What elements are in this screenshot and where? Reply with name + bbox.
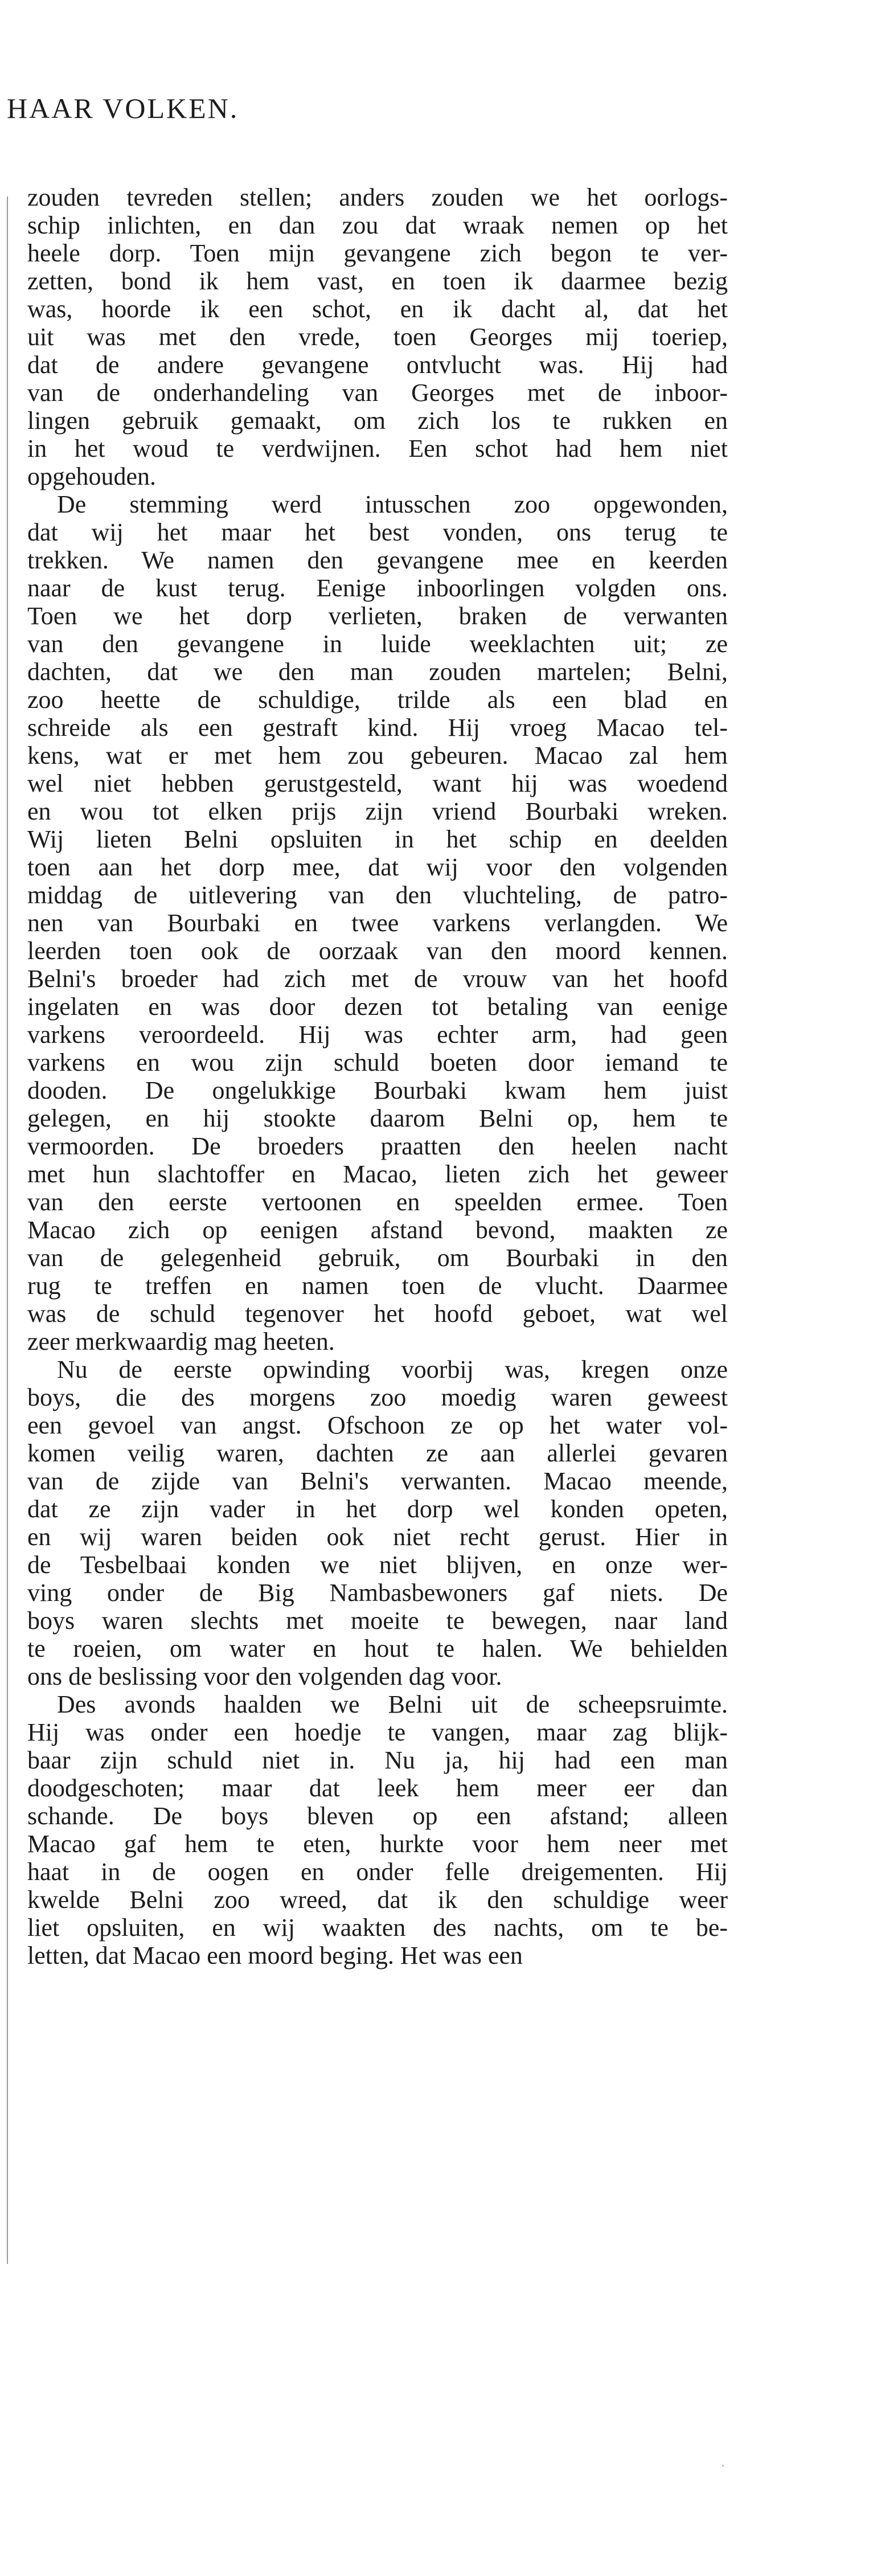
text-line: de Tesbelbaai konden we niet blijven, en onze wer- xyxy=(27,1551,728,1579)
text-line: Des avonds haalden we Belni uit de scheepsruimte. xyxy=(57,1690,728,1718)
text-line: varkens en wou zijn schuld boeten door iemand te xyxy=(27,1049,728,1076)
text-line: kens, wat er met hem zou gebeuren. Macao zal hem xyxy=(27,742,728,769)
text-line: opgehouden. xyxy=(27,462,157,490)
text-line: ingelaten en was door dezen tot betaling van eenige xyxy=(27,993,728,1021)
text-line: doodgeschoten; maar dat leek hem meer eer dan xyxy=(27,1774,728,1802)
text-line: middag de uitlevering van den vluchteling, de patro- xyxy=(27,881,728,909)
text-line: varkens veroordeeld. Hij was echter arm, had geen xyxy=(27,1021,728,1049)
text-line: was de schuld tegenover het hoofd geboet, wat wel xyxy=(27,1300,728,1328)
text-line: boys waren slechts met moeite te bewegen, naar land xyxy=(27,1607,728,1635)
text-line: een gevoel van angst. Ofschoon ze op het water vol- xyxy=(27,1411,728,1439)
text-line: dat de andere gevangene ontvlucht was. Hij had xyxy=(27,351,728,379)
text-line: dat ze zijn vader in het dorp wel konden opeten, xyxy=(27,1495,728,1523)
text-line: van de zijde van Belni's verwanten. Macao meende, xyxy=(27,1467,728,1495)
text-line: Macao gaf hem te eten, hurkte voor hem neer met xyxy=(27,1830,728,1858)
text-line: van den gevangene in luide weeklachten uit; ze xyxy=(27,630,728,658)
text-line: Wij lieten Belni opsluiten in het schip en deelden xyxy=(27,825,728,853)
text-line: De stemming werd intusschen zoo opgewonden, xyxy=(57,490,728,518)
paragraph xyxy=(27,490,728,1355)
text-line: uit was met den vrede, toen Georges mij toeriep, xyxy=(27,323,728,351)
paragraph xyxy=(27,183,728,490)
text-line: Belni's broeder had zich met de vrouw van het hoofd xyxy=(27,965,728,993)
text-line: was, hoorde ik een schot, en ik dacht al, dat het xyxy=(27,295,728,323)
text-line: dooden. De ongelukkige Bourbaki kwam hem juist xyxy=(27,1076,728,1104)
text-line: van den eerste vertoonen en speelden ermee. Toen xyxy=(27,1188,728,1216)
text-line: baar zijn schuld niet in. Nu ja, hij had een man xyxy=(27,1746,728,1774)
paragraph xyxy=(27,1355,728,1690)
text-line: naar de kust terug. Eenige inboorlingen volgden ons. xyxy=(27,574,728,602)
text-line: rug te treffen en namen toen de vlucht. Daarmee xyxy=(27,1272,728,1300)
text-line: komen veilig waren, dachten ze aan allerlei gevaren xyxy=(27,1439,728,1467)
text-line: en wou tot elken prijs zijn vriend Bourbaki wreken. xyxy=(27,797,728,825)
margin-rule xyxy=(7,196,8,2264)
page-speck xyxy=(722,2465,724,2467)
text-line: Macao zich op eenigen afstand bevond, maakten ze xyxy=(27,1216,728,1244)
text-line: schip inlichten, en dan zou dat wraak nemen op het xyxy=(27,211,728,239)
paragraph xyxy=(27,1690,728,1969)
body-text xyxy=(27,183,728,1969)
text-line: van de gelegenheid gebruik, om Bourbaki in den xyxy=(27,1244,728,1272)
text-line: zetten, bond ik hem vast, en toen ik daarmee bezig xyxy=(27,267,728,295)
text-line: kwelde Belni zoo wreed, dat ik den schuldige weer xyxy=(27,1886,728,1914)
text-line: met hun slachtoffer en Macao, lieten zich het geweer xyxy=(27,1160,728,1188)
text-line: te roeien, om water en hout te halen. We behielden xyxy=(27,1635,728,1662)
text-line: letten, dat Macao een moord beging. Het was een xyxy=(27,1942,523,1969)
text-line: zouden tevreden stellen; anders zouden we het oorlogs- xyxy=(27,183,728,211)
text-line: wel niet hebben gerustgesteld, want hij was woedend xyxy=(27,769,728,797)
text-line: zoo heette de schuldige, trilde als een blad en xyxy=(27,686,728,714)
text-line: Toen we het dorp verlieten, braken de verwanten xyxy=(27,602,728,630)
text-line: Hij was onder een hoedje te vangen, maar zag blijk- xyxy=(27,1718,728,1746)
text-line: van de onderhandeling van Georges met de inboor- xyxy=(27,379,728,407)
text-line: ving onder de Big Nambasbewoners gaf niets. De xyxy=(27,1579,728,1607)
text-line: toen aan het dorp mee, dat wij voor den volgenden xyxy=(27,853,728,881)
text-line: Nu de eerste opwinding voorbij was, kregen onze xyxy=(57,1355,728,1383)
text-line: trekken. We namen den gevangene mee en keerden xyxy=(27,546,728,574)
text-line: ons de beslissing voor den volgenden dag voor. xyxy=(27,1662,502,1690)
text-line: haat in de oogen en onder felle dreigementen. Hij xyxy=(27,1858,728,1886)
text-line: en wij waren beiden ook niet recht gerust. Hier in xyxy=(27,1523,728,1551)
text-line: liet opsluiten, en wij waakten des nachts, om te be- xyxy=(27,1914,728,1942)
text-line: lingen gebruik gemaakt, om zich los te rukken en xyxy=(27,407,728,435)
text-line: in het woud te verdwijnen. Een schot had hem niet xyxy=(27,435,728,462)
text-line: zeer merkwaardig mag heeten. xyxy=(27,1328,335,1355)
text-line: nen van Bourbaki en twee varkens verlangden. We xyxy=(27,909,728,937)
text-line: leerden toen ook de oorzaak van den moord kennen. xyxy=(27,937,728,965)
text-line: vermoorden. De broeders praatten den heelen nacht xyxy=(27,1132,728,1160)
text-line: boys, die des morgens zoo moedig waren geweest xyxy=(27,1383,728,1411)
text-line: schande. De boys bleven op een afstand; alleen xyxy=(27,1802,728,1830)
text-line: gelegen, en hij stookte daarom Belni op, hem te xyxy=(27,1104,728,1132)
text-line: dat wij het maar het best vonden, ons terug te xyxy=(27,518,728,546)
text-line: schreide als een gestraft kind. Hij vroeg Macao tel- xyxy=(27,714,728,742)
running-head: HAAR VOLKEN. xyxy=(7,92,239,124)
text-line: heele dorp. Toen mijn gevangene zich begon te ver- xyxy=(27,239,728,267)
text-line: dachten, dat we den man zouden martelen; Belni, xyxy=(27,658,728,686)
